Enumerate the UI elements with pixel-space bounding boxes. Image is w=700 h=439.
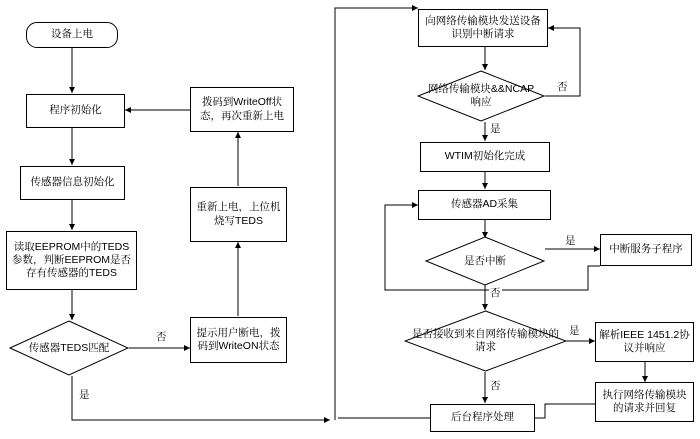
- edge-label-interrupt-yes: 是: [565, 235, 576, 247]
- decision-received-network-request[interactable]: [404, 310, 567, 372]
- node-read-eeprom-teds[interactable]: [6, 231, 137, 290]
- node-label: 程序初始化: [49, 104, 102, 117]
- edge-label-request-no: 否: [490, 380, 501, 392]
- edge-label-teds-no: 否: [156, 331, 167, 343]
- node-label: 传感器信息初始化: [30, 176, 115, 189]
- node-interrupt-service-routine[interactable]: [600, 234, 692, 266]
- node-sensor-ad-sampling[interactable]: [418, 190, 551, 220]
- edge-label-interrupt-no: 否: [490, 287, 501, 299]
- node-label: 是否中断: [464, 254, 506, 267]
- node-label: 后台程序处理: [451, 411, 514, 424]
- edge-label-ncap-yes: 是: [490, 123, 501, 135]
- node-label: 中断服务子程序: [609, 243, 683, 256]
- node-execute-network-request[interactable]: [595, 382, 694, 422]
- node-parse-ieee-14512[interactable]: [595, 322, 694, 362]
- node-device-power-on[interactable]: [26, 22, 118, 48]
- node-label: 向网络传输模块发送设备识别中断请求: [425, 14, 541, 40]
- node-label: 是否接收到来自网络传输模块的请求: [412, 328, 559, 353]
- decision-network-module-ncap-response[interactable]: [417, 70, 545, 122]
- node-label: 执行网络传输模块的请求并回复: [602, 388, 687, 414]
- node-label: 读取EEPROM中的TEDS参数，判断EEPROM是否存有传感器的TEDS: [11, 240, 131, 280]
- node-label: 传感器TEDS匹配: [28, 341, 110, 354]
- node-label: 重新上电，上位机烧写TEDS: [196, 201, 281, 227]
- edge-label-teds-yes: 是: [79, 389, 90, 401]
- decision-is-interrupt[interactable]: [425, 236, 545, 286]
- node-program-init[interactable]: [26, 94, 125, 128]
- node-background-processing[interactable]: [430, 404, 535, 432]
- node-send-device-id-interrupt[interactable]: [418, 9, 548, 47]
- node-set-writeoff-repower[interactable]: [190, 87, 294, 132]
- node-wtim-init-done[interactable]: [420, 142, 550, 172]
- decision-sensor-teds-match[interactable]: [9, 320, 129, 376]
- node-label: 提示用户断电，拨码到WriteON状态: [196, 326, 281, 352]
- edge-label-request-yes: 是: [569, 325, 580, 337]
- node-label: 网络传输模块&&NCAP响应: [427, 83, 535, 108]
- node-prompt-power-off-writeon[interactable]: [190, 317, 287, 363]
- edge-label-ncap-no: 否: [557, 81, 568, 93]
- node-label: 传感器AD采集: [450, 198, 519, 211]
- node-label: 设备上电: [51, 28, 93, 41]
- node-label: 解析IEEE 1451.2协议并响应: [599, 328, 690, 354]
- node-label: WTIM初始化完成: [444, 150, 526, 163]
- node-repower-burn-teds[interactable]: [190, 187, 287, 242]
- node-label: 拨码到WriteOff状态，再次重新上电: [200, 96, 284, 122]
- node-sensor-info-init[interactable]: [20, 166, 125, 200]
